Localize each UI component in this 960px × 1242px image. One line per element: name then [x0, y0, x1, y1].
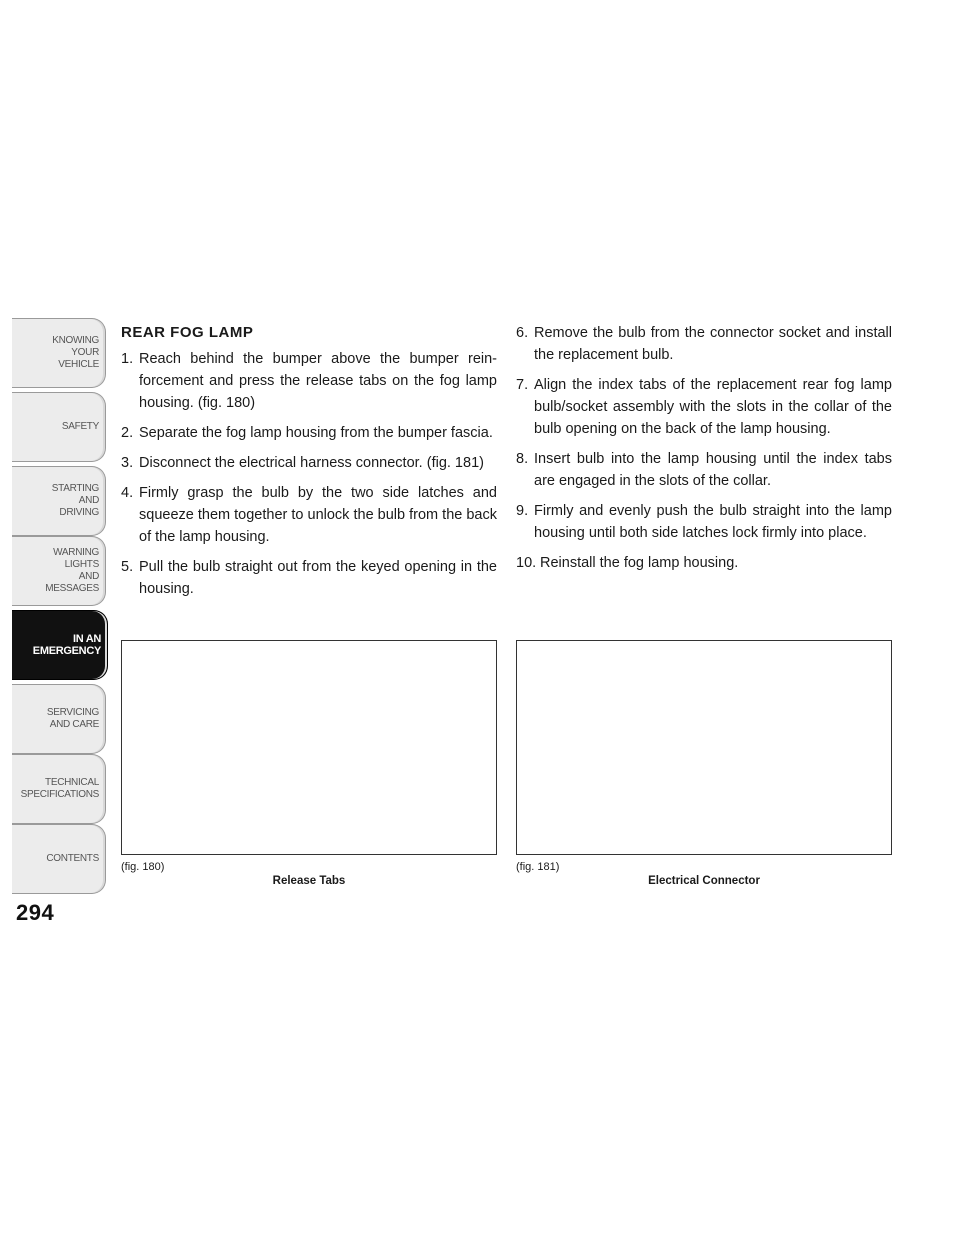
step-number: 6.: [516, 325, 529, 341]
figure-180: [121, 640, 497, 887]
step-9: [516, 500, 892, 544]
tab-label: KNOWING YOUR VEHICLE: [52, 335, 99, 370]
figure-reference: (fig. 181): [516, 861, 560, 873]
step-number: 8.: [516, 451, 529, 467]
tab-label: CONTENTS: [46, 853, 99, 864]
figure-181: [516, 640, 892, 887]
step-text: Remove the bulb from the connector socket and install the replacement bulb.: [534, 325, 892, 363]
step-1: [121, 348, 497, 414]
step-8: [516, 448, 892, 492]
step-number: 5.: [121, 559, 134, 575]
step-text: Firmly and evenly push the bulb straight into the lamp housing until both side latches lock firmly into place.: [534, 503, 892, 541]
tab-label: SAFETY: [61, 421, 99, 432]
step-number: 3.: [121, 455, 134, 471]
step-text: Insert bulb into the lamp housing until the index tabs are engaged in the slots of the collar.: [534, 451, 892, 489]
tab-label: IN AN EMERGENCY: [32, 633, 101, 657]
step-number: 7.: [516, 377, 529, 393]
step-2: [121, 422, 497, 444]
step-text: Firmly grasp the bulb by the two side latches and squeeze them together to unlock the bulb from the back of the lamp housing.: [139, 485, 497, 545]
step-number: 2.: [121, 425, 134, 441]
step-4: [121, 482, 497, 548]
page-number: 294: [16, 900, 55, 925]
section-heading: REAR FOG LAMP: [121, 324, 254, 341]
figure-reference: (fig. 180): [121, 861, 165, 873]
tab-label: TECHNICAL SPECIFICATIONS: [20, 777, 99, 800]
tab-in-an-emergency[interactable]: [12, 610, 108, 680]
tab-label: SERVICING AND CARE: [46, 707, 99, 730]
figure-caption: Release Tabs: [272, 875, 346, 887]
step-text: Reach behind the bumper above the bumper rein- forcement and press the release tabs on the fog lamp housing. (fig. 180): [139, 351, 497, 411]
figure-caption: Electrical Connector: [648, 875, 760, 887]
tab-contents[interactable]: [12, 824, 106, 894]
tab-starting-and-driving[interactable]: [12, 466, 106, 536]
step-text: Disconnect the electrical harness connector. (fig. 181): [139, 455, 484, 471]
step-3: [121, 452, 497, 474]
figure-image-placeholder: [121, 640, 497, 855]
step-number: 9.: [516, 503, 529, 519]
step-10: [516, 552, 892, 574]
step-text: Align the index tabs of the replacement rear fog lamp bulb/socket assembly with the slots in the collar of the bulb opening on the back of the lamp housing.: [534, 377, 892, 437]
step-text: Separate the fog lamp housing from the bumper fascia.: [139, 425, 493, 441]
tab-servicing-and-care[interactable]: [12, 684, 106, 754]
tab-warning-lights-and-messages[interactable]: [12, 536, 106, 606]
tab-label: STARTING AND DRIVING: [51, 483, 99, 518]
tab-safety[interactable]: [12, 392, 106, 462]
step-number: 1.: [121, 351, 134, 367]
tab-technical-specifications[interactable]: [12, 754, 106, 824]
step-6: [516, 322, 892, 366]
tab-label: WARNING LIGHTS AND MESSAGES: [45, 547, 99, 594]
step-text: Pull the bulb straight out from the keyed opening in the housing.: [139, 559, 497, 597]
step-5: [121, 556, 497, 600]
step-number: 4.: [121, 485, 134, 501]
tab-knowing-your-vehicle[interactable]: [12, 318, 106, 388]
left-column: [121, 322, 497, 608]
figure-image-placeholder: [516, 640, 892, 855]
step-7: [516, 374, 892, 440]
step-text: Reinstall the fog lamp housing.: [540, 555, 739, 571]
step-number: 10.: [516, 555, 537, 571]
right-column: [516, 322, 892, 582]
